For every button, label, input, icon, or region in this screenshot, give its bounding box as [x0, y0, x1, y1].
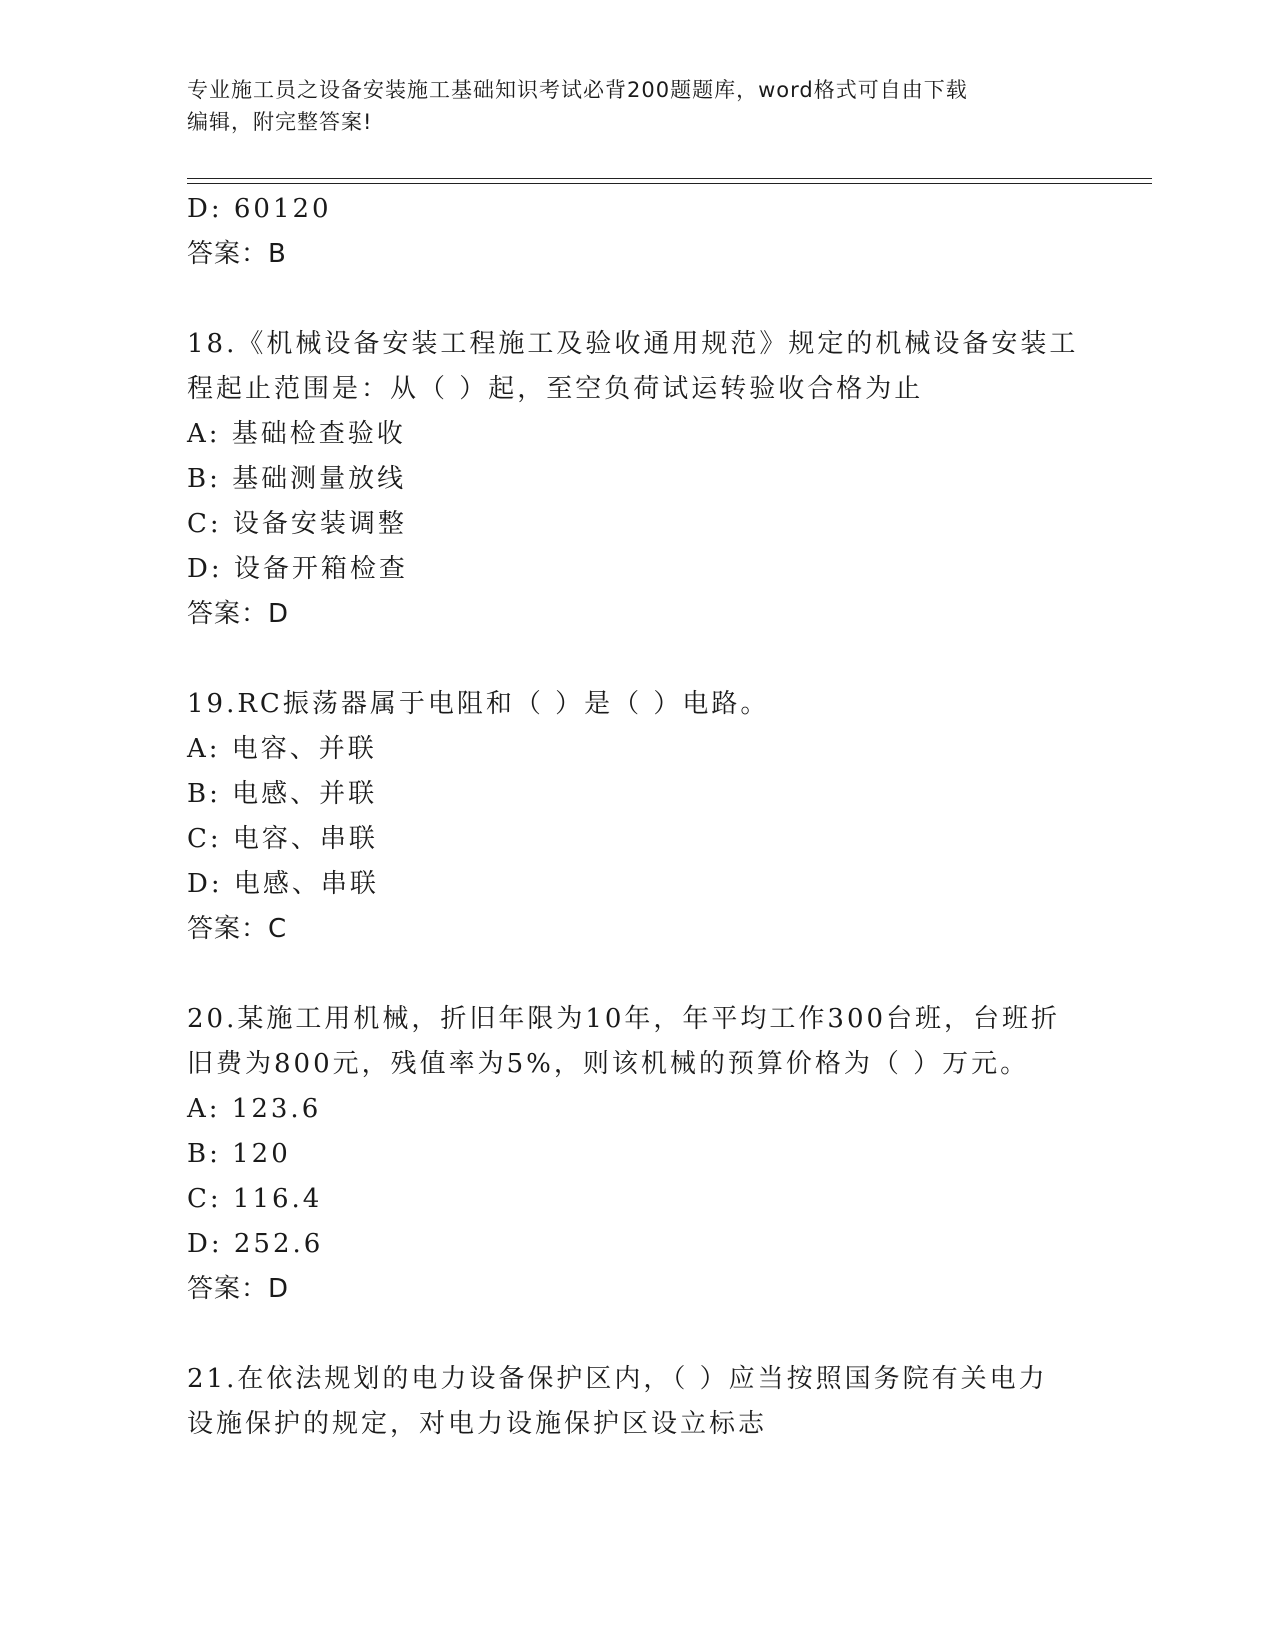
q20-option-b: B: 120 — [187, 1139, 291, 1169]
document-header — [187, 74, 1087, 138]
q19-option-d: D: 电感、串联 — [187, 869, 379, 899]
q21-text-line2: 设施保护的规定，对电力设施保护区设立标志 — [187, 1409, 768, 1439]
q18-option-c: C: 设备安装调整 — [187, 509, 407, 539]
prev-option-d: D: 60120 — [187, 194, 332, 224]
q19-option-c: C: 电容、串联 — [187, 824, 378, 854]
q18-option-d: D: 设备开箱检查 — [187, 554, 408, 584]
header-divider-top — [187, 178, 1152, 179]
q20-text-line1: 20.某施工用机械，折旧年限为10年，年平均工作300台班，台班折 — [187, 1004, 1061, 1034]
q19-option-b: B: 电感、并联 — [187, 779, 378, 809]
header-title-line2: 编辑，附完整答案! — [187, 110, 373, 134]
q20-option-d: D: 252.6 — [187, 1229, 324, 1259]
q19-answer: 答案：C — [187, 914, 288, 944]
q20-answer: 答案：D — [187, 1274, 290, 1304]
q21-text-line1: 21.在依法规划的电力设备保护区内，（ ）应当按照国务院有关电力 — [187, 1364, 1048, 1394]
q20-option-a: A: 123.6 — [187, 1094, 322, 1124]
q18-option-a: A: 基础检查验收 — [187, 419, 406, 449]
q19-option-a: A: 电容、并联 — [187, 734, 377, 764]
header-title-line1: 专业施工员之设备安装施工基础知识考试必背200题题库，word格式可自由下载 — [187, 78, 968, 102]
q18-text-line1: 18.《机械设备安装工程施工及验收通用规范》规定的机械设备安装工 — [187, 329, 1079, 359]
q20-option-c: C: 116.4 — [187, 1184, 323, 1214]
q18-text-line2: 程起止范围是：从（ ）起，至空负荷试运转验收合格为止 — [187, 374, 924, 404]
q20-text-line2: 旧费为800元，残值率为5%，则该机械的预算价格为（ ）万元。 — [187, 1049, 1030, 1079]
q19-text-line1: 19.RC振荡器属于电阻和（ ）是（ ）电路。 — [187, 689, 770, 719]
q18-answer: 答案：D — [187, 599, 290, 629]
prev-answer: 答案：B — [187, 239, 287, 269]
header-divider-bottom — [187, 183, 1152, 184]
q18-option-b: B: 基础测量放线 — [187, 464, 407, 494]
